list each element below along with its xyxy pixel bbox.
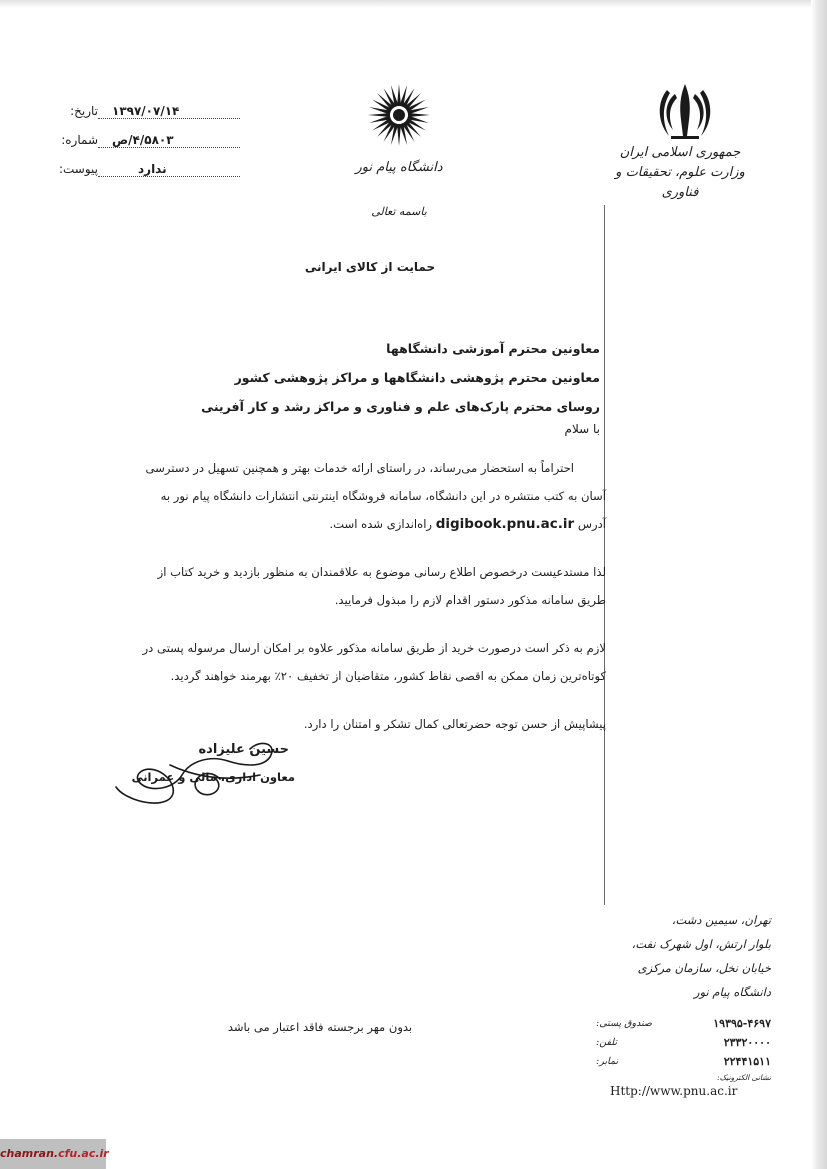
fax-value: ۲۲۴۴۱۵۱۱ — [723, 1055, 771, 1068]
recipient-line: روسای محترم پارک‌های علم و فناوری و مراکز رشد و کار آفرینی — [201, 399, 600, 414]
phone-row — [596, 1033, 771, 1052]
meta-date-row — [40, 96, 240, 125]
date-label: تاریخ: — [70, 103, 98, 118]
signatory-name: حسین علیزاده — [198, 742, 289, 757]
university-name: دانشگاه پیام نور — [355, 160, 443, 175]
basmala: باسمه تعالی — [371, 205, 427, 218]
fax-label: نمابر: — [596, 1056, 619, 1067]
ministry-line-country: جمهوری اسلامی ایران — [619, 145, 741, 160]
page-right-shadow — [811, 0, 827, 1169]
address-line: تهران، سیمین دشت، — [671, 913, 771, 927]
attachment-value: ندارد — [138, 162, 167, 176]
body-line: احتراماً به استحضار می‌رساند، در راستای ارائه خدمات بهتر و همچنین تسهیل در دسترسی — [145, 461, 574, 475]
watermark-prefix: chamran. — [0, 1147, 59, 1160]
body-line: لازم به ذکر است درصورت خرید از طریق سامانه مذکور علاوه بر امکان ارسال مرسوله پستی در — [142, 641, 606, 655]
body-line: کوتاه‌ترین زمان ممکن به اقصی نقاط کشور، متقاضیان از تخفیف ۲۰٪ بهرمند خواهند گردید. — [170, 669, 606, 683]
paragraph-discount — [120, 634, 606, 690]
paragraph-request — [120, 558, 606, 614]
footer-validity-note: بدون مهر برجسته فاقد اعتبار می باشد — [227, 1020, 413, 1034]
iran-emblem-icon — [657, 80, 713, 142]
recipient-line: معاونین محترم پژوهشی دانشگاهها و مراکز پژوهشی کشور — [234, 370, 600, 385]
address-word: آدرس — [577, 517, 606, 531]
postal-row — [596, 1014, 771, 1033]
body-line: طریق سامانه مذکور دستور اقدام لازم را مبذول فرمایید. — [334, 593, 606, 607]
phone-label: تلفن: — [596, 1037, 618, 1048]
paragraph-thanks — [120, 710, 606, 738]
source-watermark — [0, 1139, 109, 1169]
number-line — [98, 131, 240, 148]
contact-info — [596, 908, 771, 1098]
watermark-domain: cfu.ac.ir — [58, 1147, 109, 1160]
paragraph-intro — [120, 454, 606, 538]
phone-value: ۲۳۳۲۰۰۰۰ — [723, 1036, 771, 1049]
contact-spacer — [596, 1004, 771, 1014]
body-line: لذا مستدعیست درخصوص اطلاع رسانی موضوع به علاقمندان به منظور بازدید و خرید کتاب از — [157, 565, 606, 579]
postal-value: ۱۹۳۹۵-۴۶۹۷ — [713, 1017, 771, 1030]
body-line: آسان به کتب منتشره در این دانشگاه، سامانه فروشگاه اینترنتی انتشارات دانشگاه پیام نور به — [160, 489, 606, 503]
fax-row — [596, 1052, 771, 1071]
address-line: خیابان نخل، سازمان مرکزی — [637, 961, 771, 975]
pnu-sun-logo-icon — [366, 82, 432, 148]
body-line: پیشاپیش از حسن توجه حضرتعالی کمال تشکر و امتنان را دارد. — [303, 717, 606, 731]
store-website-link[interactable]: digibook.pnu.ac.ir — [435, 516, 575, 532]
attachment-label: پیوست: — [58, 161, 98, 176]
letter-meta — [40, 96, 240, 183]
slogan: حمایت از کالای ایرانی — [304, 260, 436, 274]
body-line — [120, 510, 606, 538]
date-value: ۱۳۹۷/۰۷/۱۴ — [112, 104, 180, 118]
meta-number-row — [40, 125, 240, 154]
address-line: بلوار ارتش، اول شهرک نفت، — [631, 937, 771, 951]
handwritten-signature-icon — [110, 735, 295, 810]
date-line — [98, 102, 240, 119]
university-website-link[interactable]: Http://www.pnu.ac.ir — [610, 1084, 738, 1098]
postal-label: صندوق پستی: — [596, 1018, 653, 1029]
page-top-shadow — [0, 0, 827, 8]
letter-body — [120, 454, 606, 758]
greeting: با سلام — [564, 422, 600, 436]
number-value: ۴/۵۸۰۳/ص — [112, 133, 174, 147]
recipient-line: معاونین محترم آموزشی دانشگاهها — [386, 341, 600, 356]
signatory-title: معاون اداری، مالی و عمرانی — [131, 770, 295, 784]
address-line: دانشگاه پیام نور — [694, 985, 771, 999]
meta-attachment-row — [40, 154, 240, 183]
recipients — [200, 334, 600, 421]
attachment-line — [98, 160, 240, 177]
ministry-name — [600, 143, 760, 203]
ministry-line-ministry: وزارت علوم، تحقیقات و فناوری — [615, 165, 745, 200]
email-label: نشانی الکترونیک: — [717, 1073, 771, 1082]
number-label: شماره: — [61, 132, 98, 147]
body-line-tail: راه‌اندازی شده است. — [329, 517, 433, 531]
